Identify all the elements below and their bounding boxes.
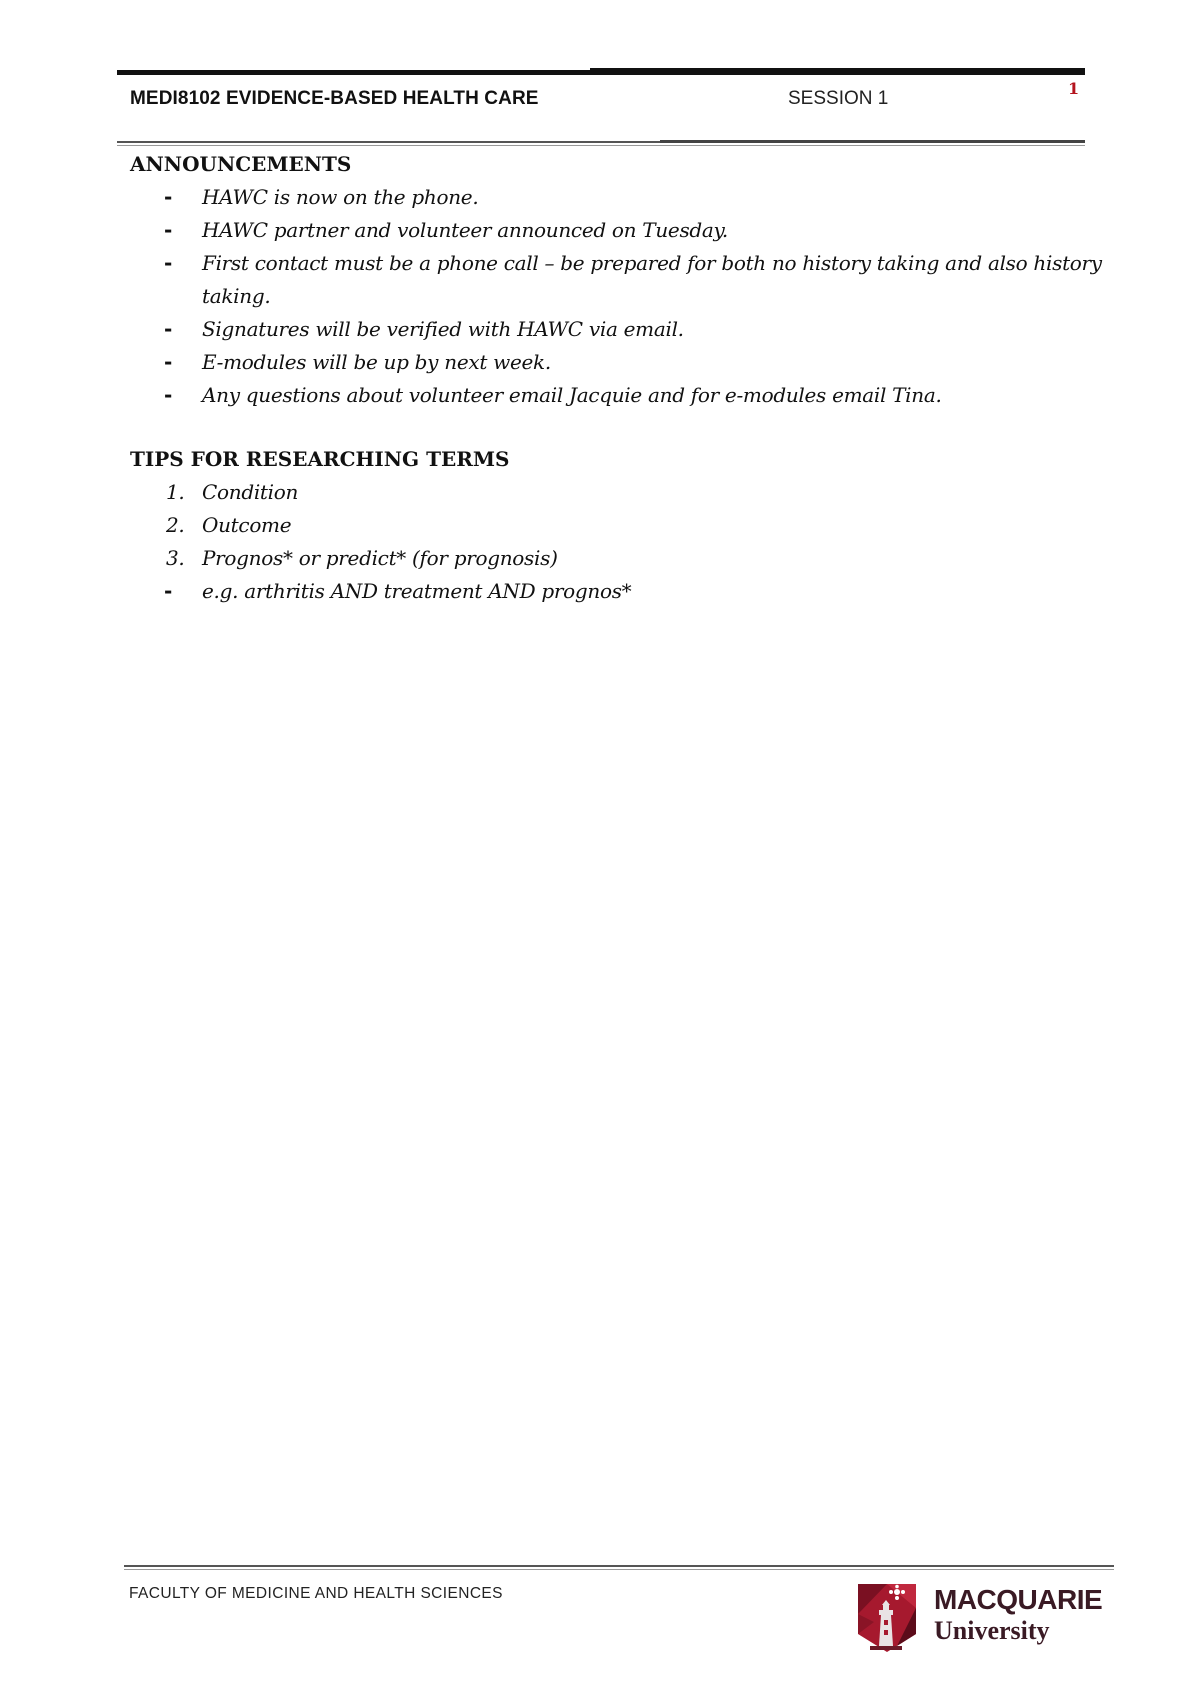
header-rule-bottom-left [117, 141, 665, 143]
announcements-list [130, 181, 1142, 412]
list-item-text: Prognos* or predict* (for prognosis) [202, 546, 558, 570]
page-number: 1 [1068, 79, 1080, 98]
list-item [130, 313, 1142, 346]
example-item [130, 575, 1142, 608]
bullet-marker: - [164, 251, 173, 275]
number-marker: 3. [166, 546, 185, 570]
bullet-marker: - [164, 383, 173, 407]
list-item-text: Any questions about volunteer email Jacquie and for e-modules email Tina. [202, 383, 942, 407]
list-item [130, 476, 1142, 509]
bullet-marker: - [164, 350, 173, 374]
session-label: SESSION 1 [788, 88, 889, 109]
example-text: e.g. arthritis AND treatment AND prognos* [202, 579, 632, 603]
header-rule-top-right [590, 68, 1085, 75]
tips-section [130, 443, 1142, 608]
list-item [130, 181, 1142, 214]
list-item-text: Condition [202, 480, 299, 504]
number-marker: 2. [166, 513, 185, 537]
bullet-marker: - [164, 317, 173, 341]
list-item-text: HAWC partner and volunteer announced on Tuesday. [202, 218, 728, 242]
list-item [130, 214, 1142, 247]
footer-rule-thin [124, 1569, 1114, 1570]
list-item-text: Signatures will be verified with HAWC via email. [202, 317, 684, 341]
header-rule-bottom-thin [117, 145, 1085, 146]
list-item [130, 542, 1142, 575]
logo-wordmark-macquarie: MACQUARIE [934, 1584, 1103, 1615]
list-item-text: First contact must be a phone call – be prepared for both no history taking and also history taking. [202, 251, 1102, 308]
list-item [130, 509, 1142, 542]
university-logo [852, 1578, 1102, 1656]
lighthouse-crest-icon [852, 1578, 922, 1656]
number-marker: 1. [166, 480, 185, 504]
bullet-marker: - [164, 185, 173, 209]
list-item-text: HAWC is now on the phone. [202, 185, 479, 209]
bullet-marker: - [164, 218, 173, 242]
footer-rule-thick-right [1060, 1565, 1114, 1567]
list-item [130, 346, 1142, 379]
course-title: MEDI8102 EVIDENCE-BASED HEALTH CARE [130, 88, 539, 109]
bullet-marker: - [164, 579, 173, 603]
list-item-text: Outcome [202, 513, 292, 537]
faculty-name: FACULTY OF MEDICINE AND HEALTH SCIENCES [129, 1585, 503, 1602]
announcements-section [130, 148, 1142, 412]
header-rule-bottom-right [660, 140, 1085, 143]
list-item [130, 247, 1142, 313]
header-rule-top-left [117, 70, 590, 75]
list-item [130, 379, 1142, 412]
footer-rule-thick [124, 1565, 1064, 1567]
list-item-text: E-modules will be up by next week. [202, 350, 551, 374]
logo-wordmark-university: University [934, 1616, 1050, 1645]
tips-heading: TIPS FOR RESEARCHING TERMS [130, 447, 510, 471]
tips-list [130, 476, 1142, 608]
announcements-heading: ANNOUNCEMENTS [130, 152, 352, 176]
